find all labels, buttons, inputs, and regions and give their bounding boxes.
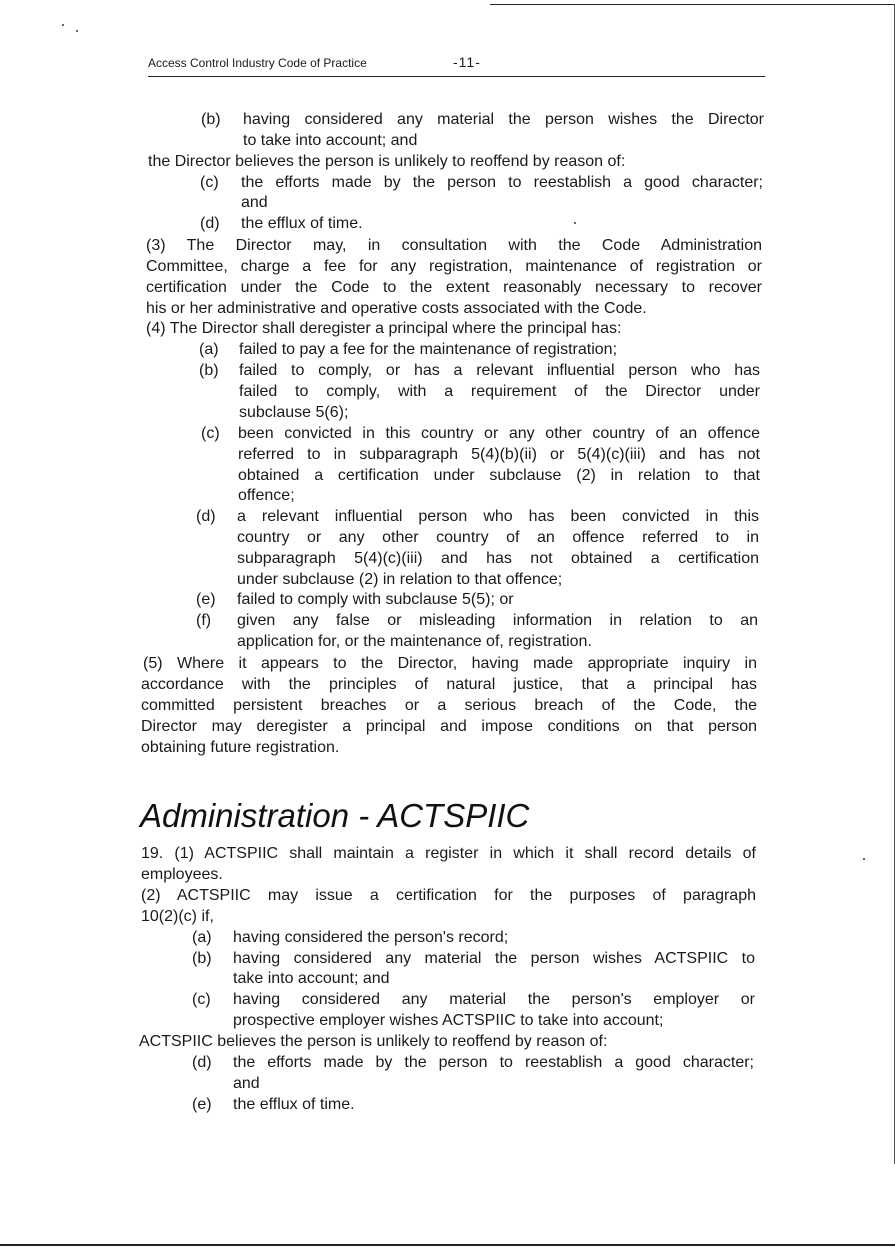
text-line: the efflux of time. — [233, 1096, 355, 1113]
text-line: committed persistent breaches or a serious breach of the Code, the — [141, 697, 757, 714]
text-line: (4) The Director shall deregister a principal where the principal has: — [146, 320, 622, 337]
text-line: Director may deregister a principal and impose conditions on that person — [141, 718, 757, 735]
text-line: accordance with the principles of natural justice, that a principal has — [141, 676, 757, 693]
text-line: obtaining future registration. — [141, 739, 340, 756]
text-line: having considered any material the person's employer or — [233, 991, 755, 1008]
text-line: prospective employer wishes ACTSPIIC to take into account; — [233, 1012, 664, 1029]
text-line: 10(2)(c) if, — [141, 908, 214, 925]
text-line: a relevant influential person who has been convicted in this — [237, 508, 759, 525]
list-marker: (d) — [200, 215, 220, 232]
list-marker: (d) — [192, 1054, 212, 1071]
list-marker: (a) — [192, 929, 212, 946]
scan-border-bottom — [0, 1244, 895, 1246]
text-line: 19. (1) ACTSPIIC shall maintain a register in which it shall record details of — [141, 845, 756, 862]
text-line: given any false or misleading information in relation to an — [237, 612, 758, 629]
scan-speck — [863, 858, 865, 860]
text-line: (5) Where it appears to the Director, having made appropriate inquiry in — [143, 655, 757, 672]
text-line: the efforts made by the person to reestablish a good character; — [233, 1054, 754, 1071]
text-line: certification under the Code to the extent reasonably necessary to recover — [146, 279, 762, 296]
scan-speck — [76, 30, 78, 32]
list-marker: (c) — [192, 991, 211, 1008]
text-line: his or her administrative and operative costs associated with the Code. — [146, 300, 647, 317]
text-line: having considered the person's record; — [233, 929, 509, 946]
text-line: having considered any material the person wishes ACTSPIIC to — [233, 950, 755, 967]
text-line: to take into account; and — [243, 132, 418, 149]
text-line: employees. — [141, 866, 223, 883]
list-marker: (c) — [201, 425, 220, 442]
text-line: failed to comply, with a requirement of the Director under — [239, 383, 760, 400]
text-line: failed to pay a fee for the maintenance of registration; — [239, 341, 618, 358]
text-line: Committee, charge a fee for any registration, maintenance of registration or — [146, 258, 762, 275]
text-line: been convicted in this country or any other country of an offence — [238, 425, 760, 442]
list-marker: (b) — [199, 362, 219, 379]
text-line: application for, or the maintenance of, registration. — [237, 633, 592, 650]
list-marker: (e) — [196, 591, 216, 608]
document-title: Access Control Industry Code of Practice — [148, 56, 367, 70]
text-line: ACTSPIIC believes the person is unlikely to reoffend by reason of: — [139, 1033, 608, 1050]
text-line: take into account; and — [233, 970, 390, 987]
list-marker: (f) — [196, 612, 212, 629]
scan-speck — [62, 24, 64, 26]
text-line: offence; — [238, 487, 295, 504]
list-marker: (a) — [199, 341, 219, 358]
text-line: obtained a certification under subclause (2) in relation to that — [238, 467, 760, 484]
text-line: having considered any material the person wishes the Director — [243, 111, 764, 128]
text-line: country or any other country of an offence referred to in — [237, 529, 759, 546]
list-marker: (d) — [196, 508, 216, 525]
text-line: (2) ACTSPIIC may issue a certification for the purposes of paragraph — [141, 887, 756, 904]
text-line: the efforts made by the person to reestablish a good character; — [241, 174, 763, 191]
section-heading: Administration - ACTSPIIC — [140, 797, 530, 834]
text-line: under subclause (2) in relation to that offence; — [237, 571, 563, 588]
text-line: subclause 5(6); — [239, 404, 349, 421]
text-line: subparagraph 5(4)(c)(iii) and has not obtained a certification — [237, 550, 759, 567]
page-number: -11- — [453, 54, 481, 70]
text-line: the efflux of time. — [241, 215, 363, 232]
text-line: and — [241, 194, 268, 211]
text-line: referred to in subparagraph 5(4)(b)(ii) or 5(4)(c)(iii) and has not — [238, 446, 760, 463]
scan-speck — [574, 222, 576, 224]
text-line: the Director believes the person is unlikely to reoffend by reason of: — [148, 153, 626, 170]
list-marker: (b) — [201, 111, 221, 128]
text-line: failed to comply, or has a relevant influential person who has — [239, 362, 760, 379]
list-marker: (e) — [192, 1096, 212, 1113]
text-line: failed to comply with subclause 5(5); or — [237, 591, 514, 608]
list-marker: (b) — [192, 950, 212, 967]
text-line: and — [233, 1075, 260, 1092]
list-marker: (c) — [200, 174, 219, 191]
text-line: (3) The Director may, in consultation with the Code Administration — [146, 237, 762, 254]
running-header — [148, 54, 765, 77]
scan-border-top — [490, 4, 895, 5]
